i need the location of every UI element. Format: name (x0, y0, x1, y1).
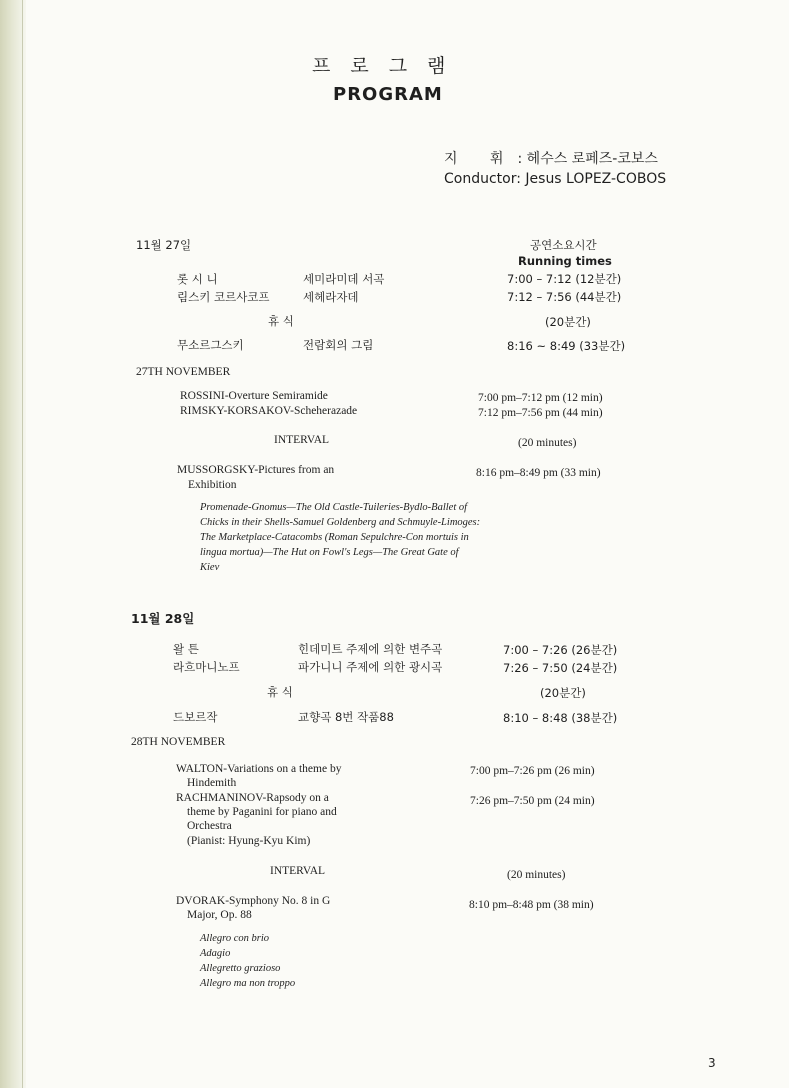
day1-movements-line-5: Kiev (200, 562, 220, 573)
conductor-korean: 지 휘: 헤수스 로페즈-코보스 (444, 151, 658, 167)
day2-en-walton-line1: WALTON-Variations on a theme by (176, 763, 342, 775)
day1-ko-work-2: 세헤라자데 (303, 290, 359, 304)
day2-en-dvorak-time: 8:10 pm–8:48 pm (38 min) (469, 899, 594, 911)
day2-en-rach-line2: theme by Paganini for piano and (187, 806, 337, 818)
day1-ko-work-1: 세미라미데 서곡 (303, 272, 385, 286)
day2-date-en: 28TH NOVEMBER (131, 736, 226, 748)
day2-en-rach-time: 7:26 pm–7:50 pm (24 min) (470, 795, 595, 807)
day2-movement-1: Allegro con brio (200, 933, 270, 944)
day2-en-rach-line4: (Pianist: Hyung-Kyu Kim) (187, 835, 311, 847)
day1-en-work-3-line2: Exhibition (188, 479, 237, 491)
day2-en-interval: INTERVAL (270, 865, 326, 877)
day1-en-time-1: 7:00 pm–7:12 pm (12 min) (478, 392, 603, 404)
title-english: PROGRAM (333, 84, 443, 105)
day1-movements-line-1: Promenade-Gnomus—The Old Castle-Tuileries-Bydlo-Ballet of (200, 502, 468, 513)
day1-en-work-3-line1: MUSSORGSKY-Pictures from an (177, 464, 335, 476)
day2-ko-work-2: 파가니니 주제에 의한 광시곡 (298, 660, 443, 674)
day2-en-dvorak-line1: DVORAK-Symphony No. 8 in G (176, 895, 331, 907)
day2-ko-composer-2: 라흐마니노프 (173, 660, 240, 674)
conductor-name-ko: 헤수스 로페즈-코보스 (526, 151, 658, 167)
day1-movements-line-3: The Marketplace-Catacombs (Roman Sepulchre-Con mortuis in (200, 532, 469, 543)
day1-en-work-2: RIMSKY-KORSAKOV-Scheherazade (180, 405, 358, 417)
day1-ko-intermission: 휴 식 (268, 314, 294, 328)
day1-en-interval-time: (20 minutes) (518, 437, 577, 449)
day2-ko-time-4: 8:10 – 8:48 (38분간) (503, 711, 618, 725)
day2-movement-4: Allegro ma non troppo (200, 978, 296, 989)
day1-en-time-2: 7:12 pm–7:56 pm (44 min) (478, 407, 603, 419)
day1-ko-composer-4: 무소르그스키 (177, 338, 244, 352)
day1-ko-work-4: 전람회의 그림 (303, 338, 374, 352)
day2-ko-composer-1: 왈 튼 (173, 642, 199, 656)
day1-ko-composer-2: 림스키 코르사코프 (177, 290, 270, 304)
day1-en-interval: INTERVAL (274, 434, 330, 446)
conductor-english: Conductor: Jesus LOPEZ-COBOS (444, 171, 667, 187)
day2-date-ko: 11월 28일 (131, 611, 195, 626)
day2-movement-2: Adagio (200, 948, 231, 959)
day2-ko-composer-4: 드보르작 (173, 710, 218, 724)
day2-en-interval-time: (20 minutes) (507, 869, 566, 881)
conductor-label-ko: 지 휘 (444, 151, 518, 167)
day1-date-en: 27TH NOVEMBER (136, 366, 231, 378)
page-number: 3 (708, 1056, 716, 1070)
day2-ko-time-1: 7:00 – 7:26 (26분간) (503, 643, 618, 657)
day2-ko-time-2: 7:26 – 7:50 (24분간) (503, 661, 618, 675)
day2-ko-intermission-time: (20분간) (540, 686, 586, 700)
running-times-ko: 공연소요시간 (530, 238, 597, 252)
day2-ko-intermission: 휴 식 (267, 685, 293, 699)
day1-ko-composer-1: 롯 시 니 (177, 272, 218, 286)
page-fold-line (22, 0, 23, 1088)
day2-ko-work-4: 교향곡 8번 작품88 (298, 710, 394, 724)
day2-en-walton-time: 7:00 pm–7:26 pm (26 min) (470, 765, 595, 777)
day1-ko-time-2: 7:12 – 7:56 (44분간) (507, 290, 622, 304)
day2-en-dvorak-line2: Major, Op. 88 (187, 909, 252, 921)
day1-ko-time-4: 8:16 ~ 8:49 (33분간) (507, 339, 626, 353)
day2-en-rach-line1: RACHMANINOV-Rapsody on a (176, 792, 329, 804)
day1-en-time-3: 8:16 pm–8:49 pm (33 min) (476, 467, 601, 479)
day2-ko-work-1: 힌데미트 주제에 의한 변주곡 (298, 642, 443, 656)
title-korean: 프로그램 (312, 55, 466, 77)
day1-ko-time-1: 7:00 – 7:12 (12분간) (507, 272, 622, 286)
day1-movements-line-4: lingua mortua)—The Hut on Fowl's Legs—The Great Gate of (200, 547, 459, 558)
day1-movements-line-2: Chicks in their Shells-Samuel Goldenberg and Schmuyle-Limoges: (200, 517, 481, 528)
day1-ko-intermission-time: (20분간) (545, 315, 591, 329)
day1-en-work-1: ROSSINI-Overture Semiramide (180, 390, 328, 402)
day2-en-walton-line2: Hindemith (187, 777, 237, 789)
day1-date-ko: 11월 27일 (136, 238, 192, 252)
day2-en-rach-line3: Orchestra (187, 820, 232, 832)
running-times-en: Running times (518, 254, 612, 268)
day2-movement-3: Allegretto grazioso (200, 963, 281, 974)
